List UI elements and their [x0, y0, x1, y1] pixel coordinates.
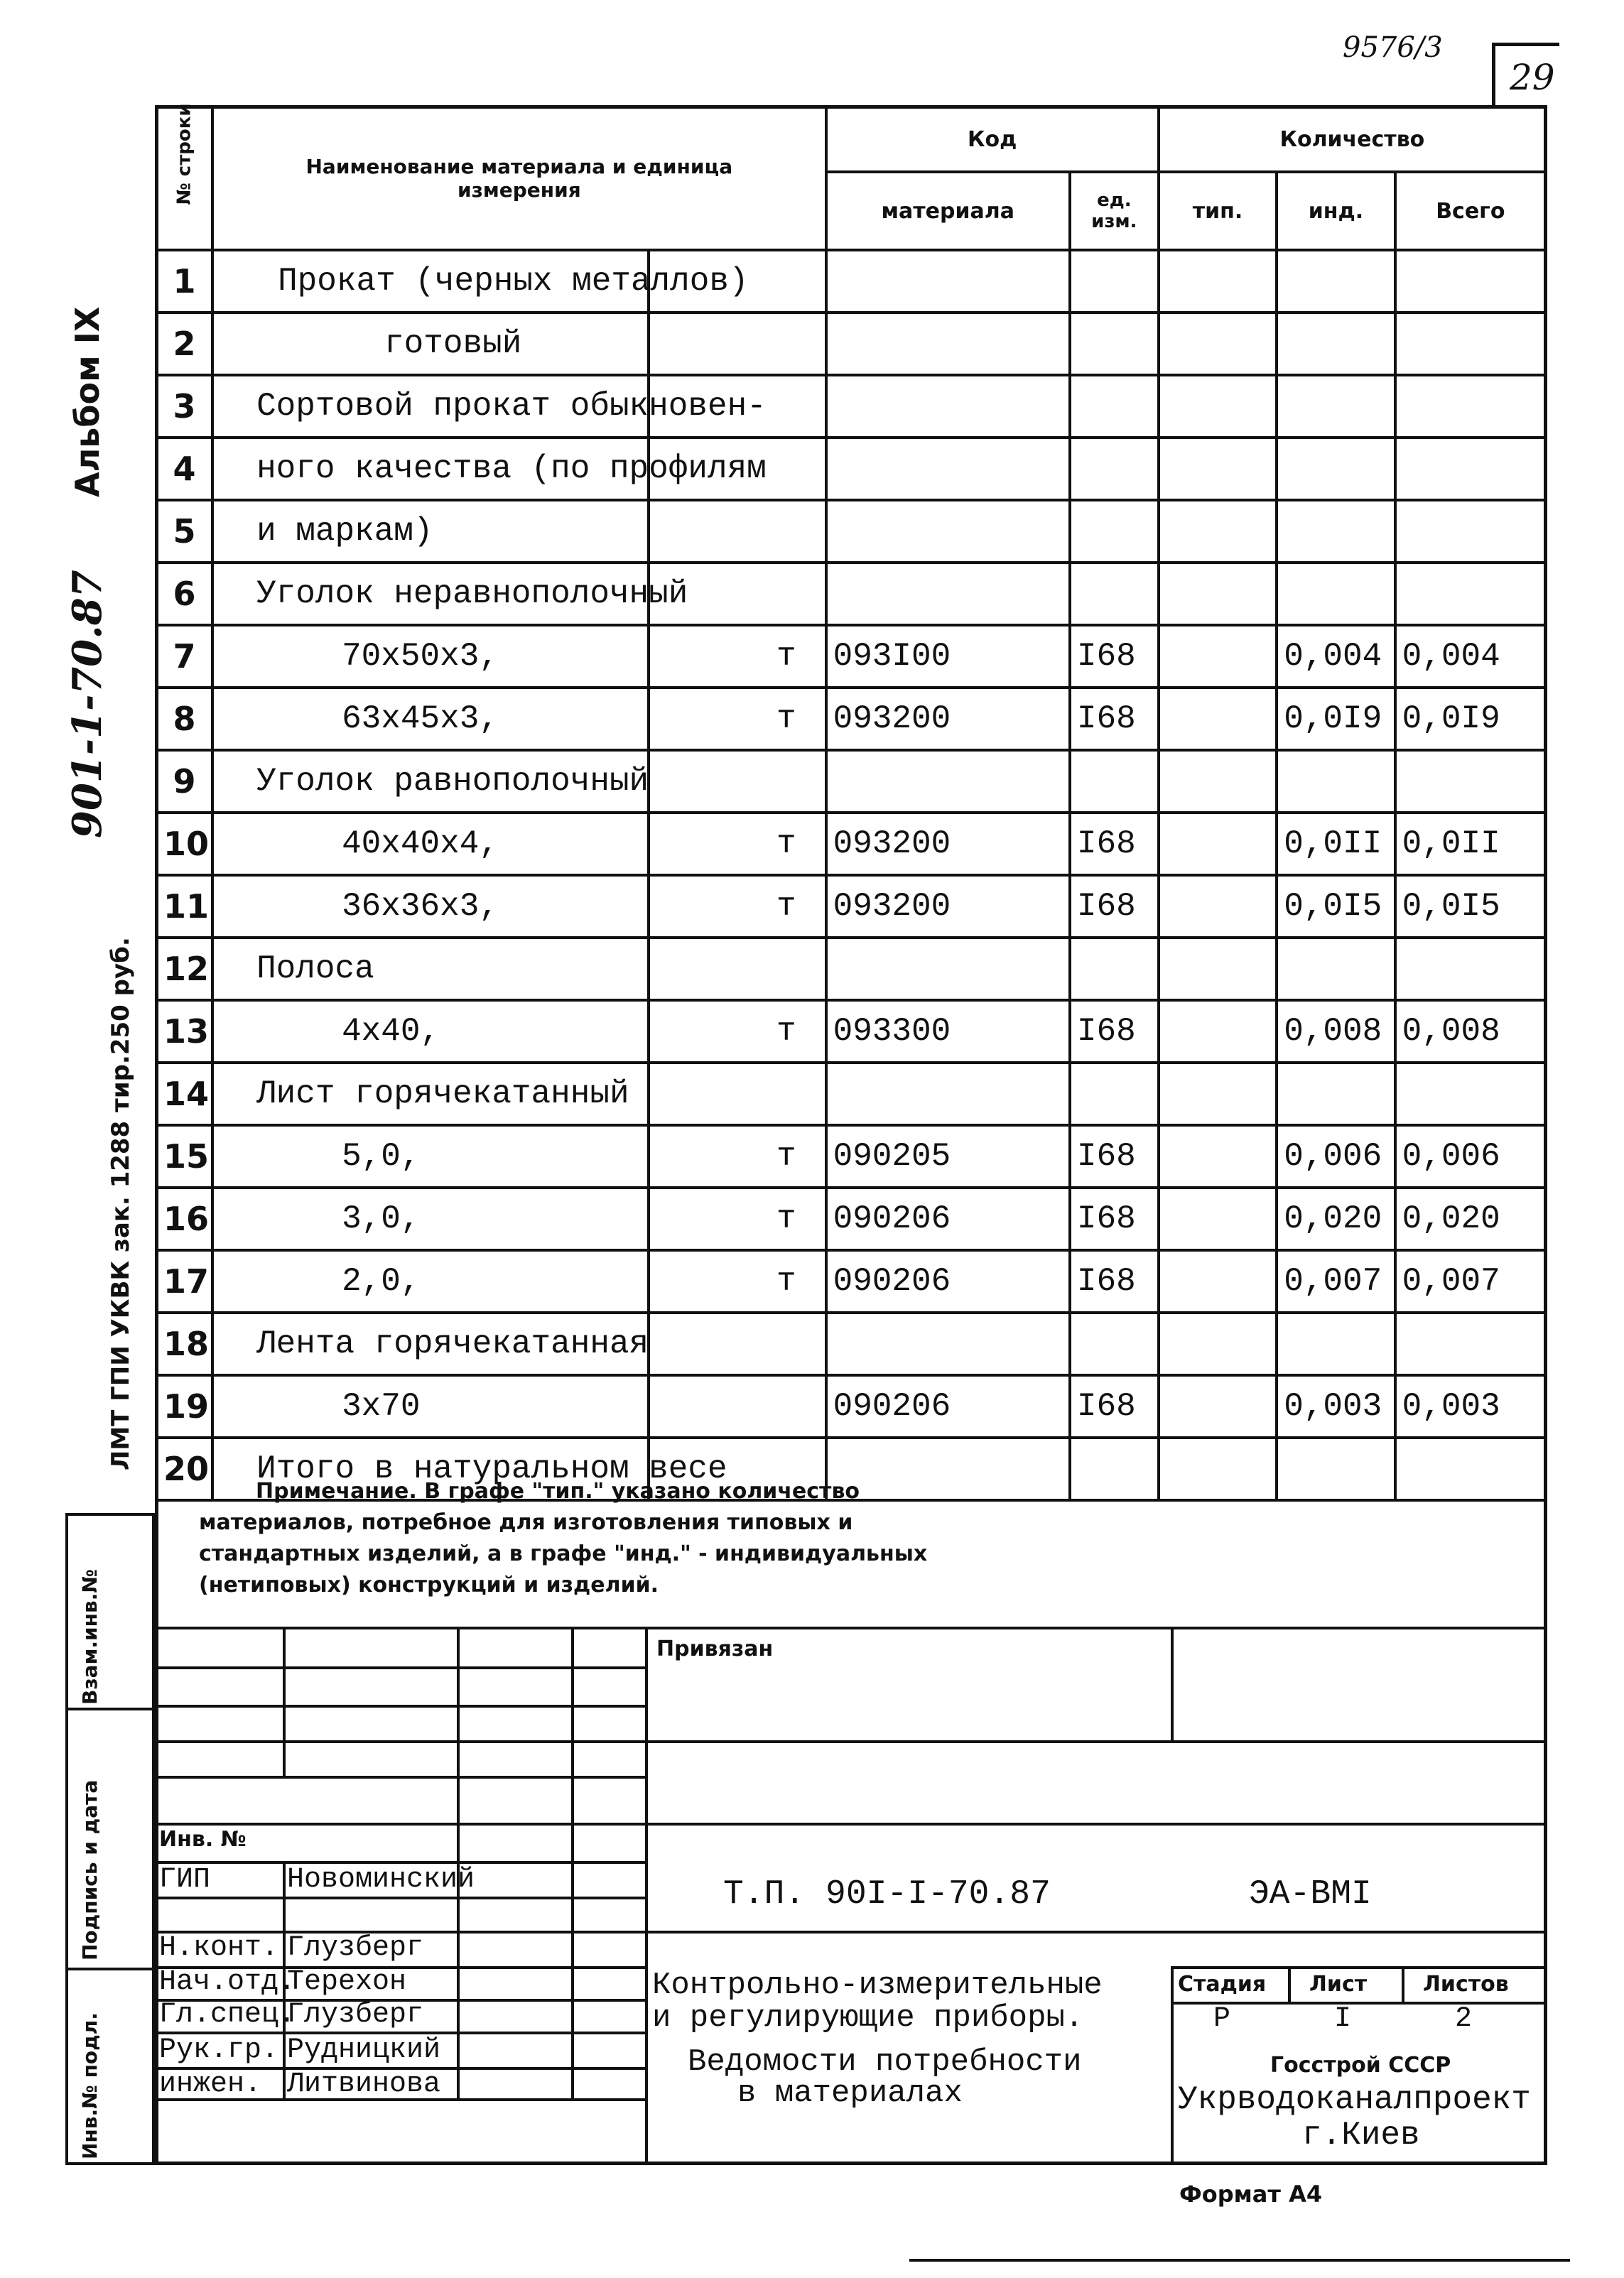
qty-total: 0,0I9 — [1395, 688, 1546, 750]
signatory-name: Литвинова — [287, 2068, 441, 2100]
sheet-value: I — [1334, 2003, 1352, 2035]
qty-typ — [1159, 688, 1277, 750]
qty-typ — [1159, 1438, 1277, 1500]
signatory-name: Терехон — [287, 1966, 407, 1998]
signatory-role: Н.конт. — [159, 1932, 279, 1964]
unit-code — [1070, 1313, 1159, 1375]
table-row — [156, 563, 1546, 625]
qty-ind — [1277, 250, 1395, 313]
header-quantity: Количество — [1159, 107, 1546, 172]
signatory-role: инжен. — [159, 2068, 262, 2100]
qty-ind — [1277, 313, 1395, 375]
org-line-1: Госстрой СССР — [1270, 2053, 1451, 2078]
doc-code: 9576/3 — [1343, 31, 1443, 64]
qty-typ — [1159, 1063, 1277, 1125]
table-row — [156, 875, 1546, 938]
material-name: готовый — [212, 313, 649, 375]
qty-total — [1395, 1313, 1546, 1375]
qty-total: 0,008 — [1395, 1000, 1546, 1063]
doc-number: Т.П. 90I-I-70.87 — [723, 1875, 1051, 1914]
qty-ind: 0,0II — [1277, 813, 1395, 875]
tb-line — [1171, 1966, 1547, 1969]
row-number: 20 — [156, 1438, 212, 1500]
qty-typ — [1159, 1125, 1277, 1188]
material-name: Полоса — [212, 938, 649, 1000]
material-code: 090206 — [826, 1250, 1070, 1313]
qty-ind — [1277, 563, 1395, 625]
row-number: 8 — [156, 688, 212, 750]
qty-total — [1395, 563, 1546, 625]
material-code — [826, 438, 1070, 500]
sheet-number: 29 — [1510, 57, 1555, 98]
material-name: 70x50x3, — [212, 625, 649, 688]
header-q-ind: инд. — [1277, 172, 1395, 250]
measure-unit: т — [649, 625, 826, 688]
qty-ind: 0,003 — [1277, 1375, 1395, 1438]
material-name: 63x45x3, — [212, 688, 649, 750]
row-number: 2 — [156, 313, 212, 375]
material-code — [826, 313, 1070, 375]
header-code-unit: ед. изм. — [1070, 172, 1159, 250]
material-name: Прокат (черных металлов) — [212, 250, 649, 313]
row-number: 12 — [156, 938, 212, 1000]
measure-unit: т — [649, 1000, 826, 1063]
qty-ind — [1277, 500, 1395, 563]
table-row — [156, 750, 1546, 813]
table-row — [156, 438, 1546, 500]
material-code — [826, 500, 1070, 563]
row-number: 9 — [156, 750, 212, 813]
qty-ind: 0,004 — [1277, 625, 1395, 688]
measure-unit: т — [649, 1250, 826, 1313]
measure-unit: т — [649, 875, 826, 938]
material-code: 093200 — [826, 813, 1070, 875]
table-row — [156, 1125, 1546, 1188]
measure-unit: т — [649, 688, 826, 750]
material-name: 4x40, — [212, 1000, 649, 1063]
qty-ind — [1277, 1438, 1395, 1500]
unit-code — [1070, 563, 1159, 625]
table-row — [156, 813, 1546, 875]
qty-total: 0,004 — [1395, 625, 1546, 688]
tb-vline — [1288, 1966, 1291, 2002]
table-row — [156, 625, 1546, 688]
qty-total — [1395, 313, 1546, 375]
row-number: 15 — [156, 1125, 212, 1188]
qty-ind — [1277, 938, 1395, 1000]
signatory-name: Новоминский — [287, 1864, 475, 1896]
table-row — [156, 250, 1546, 313]
measure-unit — [649, 750, 826, 813]
signatory-role: ГИП — [159, 1864, 211, 1896]
qty-ind — [1277, 750, 1395, 813]
unit-code — [1070, 500, 1159, 563]
materials-table — [155, 105, 1547, 1502]
tb-vline — [457, 1627, 460, 2098]
row-number: 4 — [156, 438, 212, 500]
material-name: и маркам) — [212, 500, 649, 563]
material-code — [826, 1313, 1070, 1375]
unit-code: I68 — [1070, 1125, 1159, 1188]
qty-typ — [1159, 1375, 1277, 1438]
table-row — [156, 313, 1546, 375]
material-code: 090206 — [826, 1375, 1070, 1438]
qty-total — [1395, 438, 1546, 500]
table-row — [156, 1063, 1546, 1125]
material-code: 093200 — [826, 875, 1070, 938]
signatory-role: Нач.отд. — [159, 1966, 296, 1998]
album-label: Альбом IX — [68, 306, 107, 497]
row-number: 16 — [156, 1188, 212, 1250]
qty-typ — [1159, 375, 1277, 438]
qty-total — [1395, 500, 1546, 563]
measure-unit: т — [649, 813, 826, 875]
row-number: 10 — [156, 813, 212, 875]
qty-typ — [1159, 1188, 1277, 1250]
unit-code: I68 — [1070, 1000, 1159, 1063]
qty-typ — [1159, 1313, 1277, 1375]
row-number: 14 — [156, 1063, 212, 1125]
project-number-margin: 901-1-70.87 — [64, 570, 111, 838]
qty-typ — [1159, 313, 1277, 375]
side-label-zam: Взам.инв.№ — [78, 1568, 102, 1705]
table-row — [156, 1375, 1546, 1438]
qty-typ — [1159, 750, 1277, 813]
material-name: Сортовой прокат обыкновен- — [212, 375, 649, 438]
material-code — [826, 250, 1070, 313]
qty-total — [1395, 1063, 1546, 1125]
row-number: 3 — [156, 375, 212, 438]
table-row — [156, 1000, 1546, 1063]
table-row — [156, 1313, 1546, 1375]
unit-code — [1070, 938, 1159, 1000]
sheets-label: Листов — [1423, 1972, 1509, 1997]
material-name: ного качества (по профилям — [212, 438, 649, 500]
unit-code: I68 — [1070, 1375, 1159, 1438]
unit-code — [1070, 250, 1159, 313]
measure-unit — [649, 500, 826, 563]
unit-code — [1070, 375, 1159, 438]
qty-typ — [1159, 813, 1277, 875]
measure-unit — [649, 313, 826, 375]
qty-total — [1395, 250, 1546, 313]
qty-typ — [1159, 438, 1277, 500]
material-name: 36x36x3, — [212, 875, 649, 938]
header-code: Код — [826, 107, 1159, 172]
qty-total — [1395, 750, 1546, 813]
measure-unit: т — [649, 1125, 826, 1188]
qty-ind: 0,0I5 — [1277, 875, 1395, 938]
qty-total: 0,020 — [1395, 1188, 1546, 1250]
material-name: 40x40x4, — [212, 813, 649, 875]
qty-ind — [1277, 1063, 1395, 1125]
material-name: Уголок равнополочный — [212, 750, 649, 813]
row-number: 7 — [156, 625, 212, 688]
material-code: 093I00 — [826, 625, 1070, 688]
unit-code — [1070, 1063, 1159, 1125]
material-code: 093300 — [826, 1000, 1070, 1063]
tb-line — [645, 1740, 1547, 1743]
title-line-2: и регулирующие приборы. — [652, 2000, 1084, 2036]
signatory-name: Рудницкий — [287, 2034, 441, 2066]
side-divider — [65, 1968, 155, 1970]
signatory-name: Глузберг — [287, 1999, 424, 2031]
row-number: 11 — [156, 875, 212, 938]
org-line-3: г.Киев — [1302, 2117, 1420, 2154]
measure-unit: т — [649, 1188, 826, 1250]
material-name: Лист горячекатанный — [212, 1063, 649, 1125]
tb-line — [155, 1823, 1547, 1826]
signatory-role: Гл.спец. — [159, 1999, 296, 2031]
qty-total — [1395, 375, 1546, 438]
unit-code: I68 — [1070, 688, 1159, 750]
row-number: 13 — [156, 1000, 212, 1063]
unit-code — [1070, 750, 1159, 813]
unit-code — [1070, 313, 1159, 375]
bound-label: Привязан — [656, 1637, 774, 1661]
qty-typ — [1159, 250, 1277, 313]
table-row — [156, 688, 1546, 750]
header-row-no: № строки — [156, 107, 212, 250]
side-label-podp: Подпись и дата — [78, 1779, 102, 1960]
tb-vline — [1402, 1966, 1404, 2002]
qty-total: 0,006 — [1395, 1125, 1546, 1188]
qty-ind: 0,0I9 — [1277, 688, 1395, 750]
title-line-4: в материалах — [737, 2076, 963, 2111]
unit-code — [1070, 438, 1159, 500]
title-line-3: Ведомости потребности — [688, 2044, 1082, 2080]
row-number: 18 — [156, 1313, 212, 1375]
title-line-1: Контрольно-измерительные — [652, 1968, 1103, 2003]
table-row — [156, 938, 1546, 1000]
stage-label: Стадия — [1178, 1972, 1267, 1997]
unit-code: I68 — [1070, 875, 1159, 938]
qty-typ — [1159, 1250, 1277, 1313]
row-number: 17 — [156, 1250, 212, 1313]
qty-ind: 0,008 — [1277, 1000, 1395, 1063]
qty-ind — [1277, 1313, 1395, 1375]
unit-code: I68 — [1070, 1188, 1159, 1250]
inv-no-label: Инв. № — [159, 1827, 247, 1852]
qty-total: 0,007 — [1395, 1250, 1546, 1313]
unit-code — [1070, 1438, 1159, 1500]
unit-code: I68 — [1070, 813, 1159, 875]
material-code — [826, 938, 1070, 1000]
row-number: 19 — [156, 1375, 212, 1438]
qty-typ — [1159, 875, 1277, 938]
measure-unit — [649, 1313, 826, 1375]
qty-typ — [1159, 500, 1277, 563]
measure-unit — [649, 938, 826, 1000]
qty-total: 0,0II — [1395, 813, 1546, 875]
qty-total: 0,003 — [1395, 1375, 1546, 1438]
material-name: 5,0, — [212, 1125, 649, 1188]
title-block — [155, 1627, 1547, 2165]
stage-value: Р — [1213, 2003, 1231, 2035]
qty-typ — [1159, 625, 1277, 688]
signatory-name: Глузберг — [287, 1932, 424, 1964]
measure-unit — [649, 1063, 826, 1125]
tb-line — [155, 1627, 1547, 1629]
material-code: 090206 — [826, 1188, 1070, 1250]
table-row — [156, 1250, 1546, 1313]
qty-ind — [1277, 438, 1395, 500]
measure-unit — [649, 1375, 826, 1438]
qty-ind: 0,007 — [1277, 1250, 1395, 1313]
row-number: 1 — [156, 250, 212, 313]
org-line-2: Укрводоканалпроект — [1178, 2081, 1531, 2118]
row-number: 6 — [156, 563, 212, 625]
sheets-value: 2 — [1455, 2003, 1473, 2035]
table-row — [156, 500, 1546, 563]
format-label: Формат А4 — [1179, 2181, 1323, 2208]
unit-code: I68 — [1070, 1250, 1159, 1313]
material-code — [826, 1063, 1070, 1125]
material-name: 3x70 — [212, 1375, 649, 1438]
qty-ind — [1277, 375, 1395, 438]
side-divider — [65, 1708, 155, 1710]
qty-total — [1395, 938, 1546, 1000]
tb-vline — [1171, 1966, 1174, 2165]
header-name: Наименование материала и единица измерения — [212, 107, 826, 250]
qty-typ — [1159, 938, 1277, 1000]
print-info: ЛМТ ГПИ УКВК зак. 1288 тир.250 руб. — [107, 937, 135, 1470]
qty-total — [1395, 1438, 1546, 1500]
qty-ind: 0,020 — [1277, 1188, 1395, 1250]
table-row — [156, 375, 1546, 438]
material-code — [826, 375, 1070, 438]
table-row — [156, 1188, 1546, 1250]
header-code-material: материала — [826, 172, 1070, 250]
material-name: 3,0, — [212, 1188, 649, 1250]
tb-vline — [283, 1627, 286, 1776]
tb-vline — [645, 1627, 648, 2165]
material-name: Итого в натуральном весе — [212, 1438, 649, 1500]
side-label-inv: Инв.№ подл. — [78, 2012, 102, 2159]
sheet-label: Лист — [1309, 1972, 1368, 1997]
unit-code: I68 — [1070, 625, 1159, 688]
material-name: Уголок неравнополочный — [212, 563, 649, 625]
qty-typ — [1159, 1000, 1277, 1063]
sheet-code: ЭА-ВМI — [1249, 1875, 1372, 1914]
row-number: 5 — [156, 500, 212, 563]
material-code — [826, 750, 1070, 813]
qty-ind: 0,006 — [1277, 1125, 1395, 1188]
header-q-typ: тип. — [1159, 172, 1277, 250]
tb-vline — [1171, 1627, 1174, 1740]
material-code: 090205 — [826, 1125, 1070, 1188]
signatory-role: Рук.гр. — [159, 2034, 279, 2066]
material-name: 2,0, — [212, 1250, 649, 1313]
qty-total: 0,0I5 — [1395, 875, 1546, 938]
note-text: Примечание. В графе "тип." указано количество материалов, потребное для изготовления типовых и стандартных изделий, а в графе "инд." - индивидуальных (нетиповых) конструкций и изделий. — [199, 1479, 928, 1598]
material-code: 093200 — [826, 688, 1070, 750]
qty-typ — [1159, 563, 1277, 625]
bottom-edge-line — [909, 2259, 1570, 2262]
header-q-total: Всего — [1395, 172, 1546, 250]
material-name: Лента горячекатанная — [212, 1313, 649, 1375]
material-code — [826, 563, 1070, 625]
tb-vline — [571, 1627, 574, 2098]
